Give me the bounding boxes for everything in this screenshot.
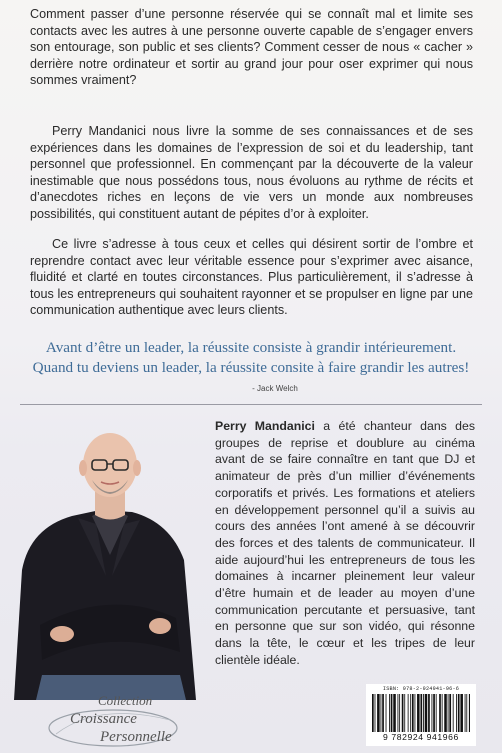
- author-bio: [215, 418, 475, 669]
- summary-paragraph-2: Perry Mandanici nous livre la somme de ses connaissances et de ses expériences dans les domaines de l’expression de soi et du leadership, tant personnel que professionnel. En commençant par la découverte de la valeur inestimable que nous possédons tous, nous évoluons au rythme de récits et d’anecdotes riches en leçons de vie vers un monde aux nombreuses possibilités, qui constituent autant de pépites d’or à exploiter.: [30, 124, 473, 221]
- quote-line-1: Avant d’être un leader, la réussite consiste à grandir intérieurement.: [45, 339, 457, 356]
- isbn-text: ISBN: 978-2-924941-96-6: [382, 686, 460, 692]
- quote-author: - Jack Welch: [252, 384, 298, 393]
- divider: [20, 404, 482, 405]
- barcode-bars: [372, 694, 470, 732]
- author-bio-text: a été chanteur dans des groupes de reprise et doublure au cinéma avant de se faire connaître en tant que DJ et animateur de près d’un millier d’événements corporatifs et privés. Les formations et ateliers en développement personnel qu’il a suivis au cours des années l’ont amené à se découvrir des forces et des talents de communicateur. Il aide aujourd’hui les entrepreneurs de tous les domaines à incarner pleinement leur valeur d’être humain et de leader au moyen d’une communication percutante et persuasive, tant en personne que sur son vidéo, qui résonne dans la tête, le cœur et les tripes de leur clientèle idéale.: [215, 419, 475, 667]
- author-portrait: [0, 420, 210, 700]
- author-name: Perry Mandanici: [215, 419, 315, 433]
- barcode: [366, 684, 476, 746]
- quote: [20, 338, 482, 378]
- summary-paragraph-3: Ce livre s’adresse à tous ceux et celles qui désirent sortir de l’ombre et reprendre contact avec leur véritable essence pour s’exprimer avec aisance, fluidité et clarté en toutes circonstances. Plus particulièrement, il s’adresse à tous les entrepreneurs qui souhaitent rayonner et se propulser en ligne par une communication authentique avec leurs clients.: [30, 237, 473, 318]
- collection-label: Collection: [98, 693, 153, 708]
- barcode-number: 9 782924 941966: [383, 732, 459, 742]
- collection-name-line-2: Personnelle: [100, 729, 172, 745]
- quote-line-2: Quand tu deviens un leader, la réussite consite à faire grandir les autres!: [32, 359, 470, 376]
- summary-paragraph-1: Comment passer d’une personne réservée qui se connaît mal et limite ses contacts avec les autres à une personne ouverte capable de s’engager envers son entourage, son public et ses clients? Comment cesser de nous « cacher » derrière notre ordinateur et sortir au grand jour pour oser exprimer qui nous sommes vraiment?: [30, 7, 473, 88]
- collection-name-line-1: Croissance: [70, 711, 137, 727]
